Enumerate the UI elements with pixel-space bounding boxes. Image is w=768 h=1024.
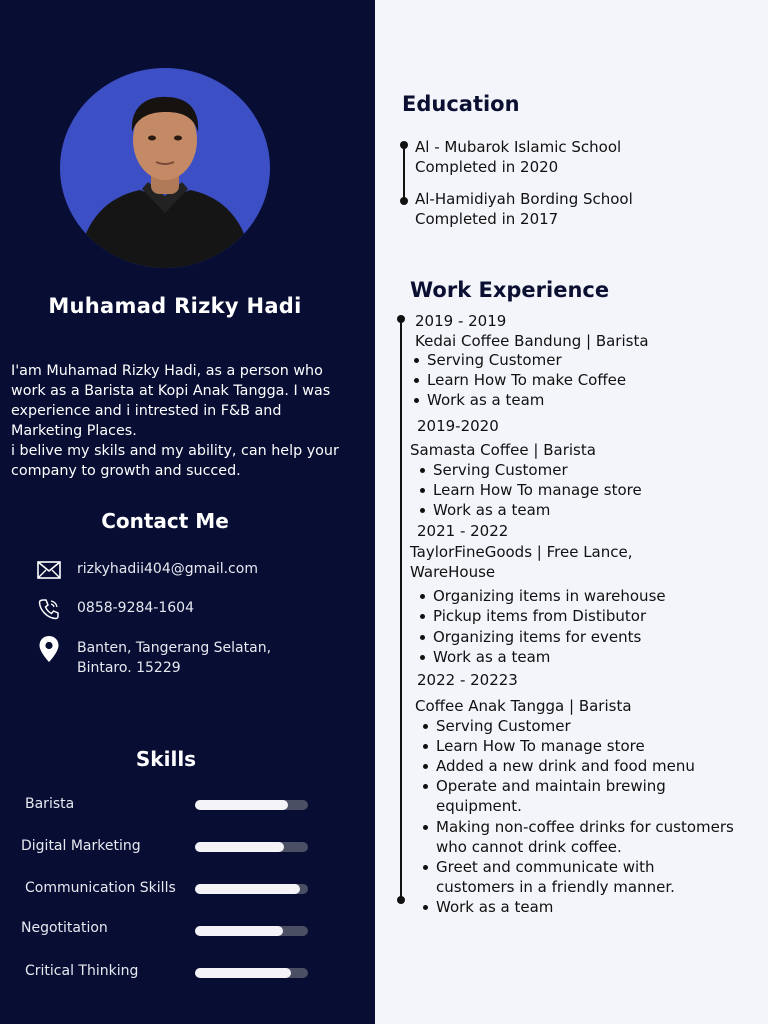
job-company: TaylorFineGoods | Free Lance, xyxy=(410,543,633,561)
sidebar xyxy=(0,0,375,1024)
job-bullet: Greet and communicate with customers in a friendly manner. xyxy=(436,857,698,897)
skill-label: Critical Thinking xyxy=(25,963,139,979)
skill-bar-fill xyxy=(195,968,291,978)
profile-photo xyxy=(60,68,270,268)
job-company-line2: WareHouse xyxy=(410,563,496,581)
skill-label: Barista xyxy=(25,796,75,812)
job-bullet: Work as a team xyxy=(427,391,545,409)
contact-email[interactable] xyxy=(36,559,317,581)
location-pin-icon xyxy=(36,638,62,660)
job-bullet: Organizing items in warehouse xyxy=(433,587,666,605)
job-company: Samasta Coffee | Barista xyxy=(410,441,596,459)
contact-phone[interactable] xyxy=(36,598,317,620)
education-heading: Education xyxy=(402,92,520,116)
job-period: 2019 - 2019 xyxy=(415,312,507,330)
job-bullet: Added a new drink and food menu xyxy=(436,756,736,776)
school-status: Completed in 2017 xyxy=(415,210,559,228)
skill-bar xyxy=(195,926,308,936)
timeline-dot xyxy=(397,896,405,904)
job-bullet: Serving Customer xyxy=(436,716,736,736)
skill-bar-fill xyxy=(195,926,283,936)
job-bullet: Learn How To manage store xyxy=(436,736,736,756)
skill-bar xyxy=(195,968,308,978)
address-text: Banten, Tangerang Selatan, Bintaro. 15229 xyxy=(77,640,272,676)
work-timeline-line xyxy=(400,318,402,900)
work-heading: Work Experience xyxy=(410,278,610,302)
timeline-dot xyxy=(400,197,408,205)
profile-name: Muhamad Rizky Hadi xyxy=(48,294,302,318)
phone-text: 0858-9284-1604 xyxy=(77,600,194,616)
phone-icon xyxy=(36,598,62,620)
timeline-dot xyxy=(397,315,405,323)
skill-bar-fill xyxy=(195,842,284,852)
job-bullet: Serving Customer xyxy=(427,351,562,369)
skill-bar xyxy=(195,842,308,852)
mail-icon xyxy=(36,559,62,581)
job-bullet: Operate and maintain brewing equipment. xyxy=(436,776,694,816)
job-period: 2019-2020 xyxy=(417,417,499,435)
school-name: Al - Mubarok Islamic School xyxy=(415,138,622,156)
job-bullet: Learn How To manage store xyxy=(433,481,642,499)
job-bullet: Work as a team xyxy=(433,501,551,519)
education-item xyxy=(415,189,633,229)
job-period: 2021 - 2022 xyxy=(417,522,509,540)
profile-bio: I'am Muhamad Rizky Hadi, as a person who work as a Barista at Kopi Anak Tangga. I was experience and i intrested in F&B and Marketing Places. i belive my skils and my ability, can help your company to growth and succed. xyxy=(11,363,339,479)
job-bullet: Pickup items from Distibutor xyxy=(433,607,647,625)
school-status: Completed in 2020 xyxy=(415,158,559,176)
job-bullet: Work as a team xyxy=(433,648,551,666)
timeline-dot xyxy=(400,141,408,149)
skill-label: Digital Marketing xyxy=(21,838,141,854)
education-timeline-line xyxy=(403,144,405,201)
job-bullet: Learn How To make Coffee xyxy=(427,371,627,389)
job-bullet: Work as a team xyxy=(436,897,736,917)
skill-bar xyxy=(195,800,308,810)
skill-bar-fill xyxy=(195,884,300,894)
email-text: rizkyhadii404@gmail.com xyxy=(77,561,258,577)
skill-label: Communication Skills xyxy=(25,880,176,896)
education-item xyxy=(415,137,621,177)
skills-heading: Skills xyxy=(135,747,197,771)
skill-label: Negotitation xyxy=(21,920,108,936)
job-period: 2022 - 20223 xyxy=(417,671,518,689)
school-name: Al-Hamidiyah Bording School xyxy=(415,190,633,208)
job-bullet: Organizing items for events xyxy=(433,628,642,646)
job-company: Kedai Coffee Bandung | Barista xyxy=(415,332,649,350)
job-bullet: Making non-coffee drinks for customers who cannot drink coffee. xyxy=(436,817,736,857)
job-company: Coffee Anak Tangga | Barista xyxy=(415,697,632,715)
skill-bar xyxy=(195,884,308,894)
skill-bar-fill xyxy=(195,800,288,810)
contact-address xyxy=(36,638,317,678)
job-bullet: Serving Customer xyxy=(433,461,568,479)
contact-heading: Contact Me xyxy=(101,509,229,533)
